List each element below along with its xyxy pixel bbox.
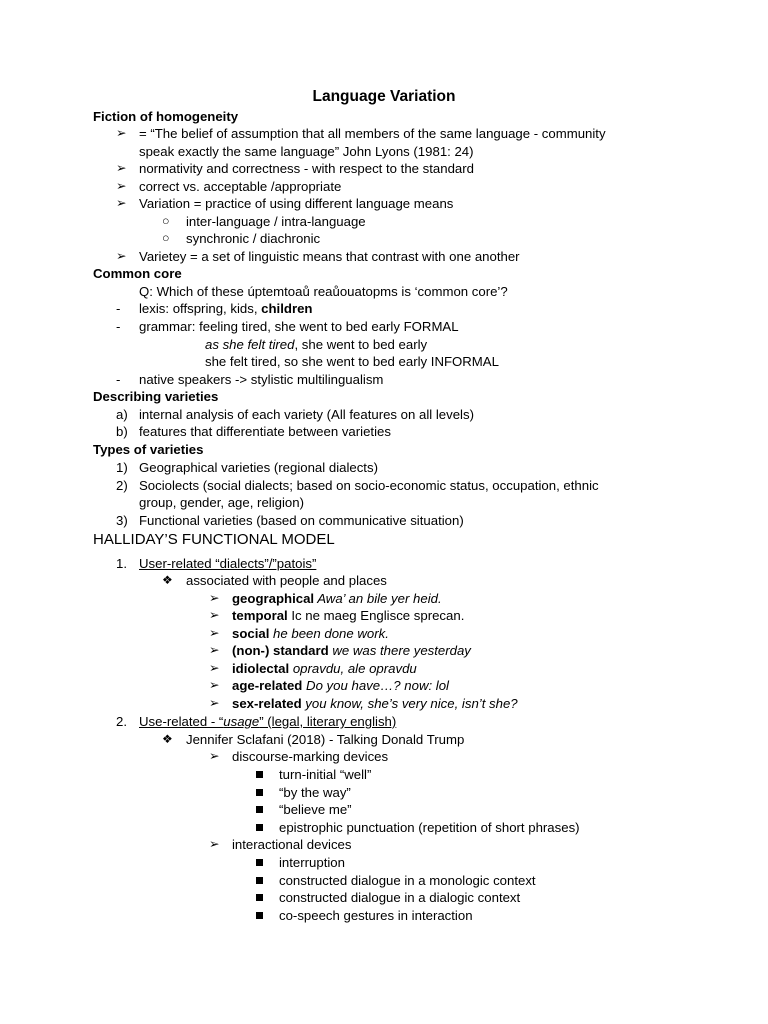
list-item-continuation: speak exactly the same language” John Lyons (1981: 24) bbox=[139, 144, 474, 159]
list-marker: 3) bbox=[116, 513, 128, 528]
device-item: epistrophic punctuation (repetition of short phrases) bbox=[279, 820, 580, 835]
list-item-use-related bbox=[139, 713, 396, 730]
device-category: discourse-marking devices bbox=[232, 749, 389, 764]
section-heading-describing: Describing varieties bbox=[93, 389, 219, 404]
dash-bullet: - bbox=[116, 319, 121, 334]
variety-item bbox=[232, 695, 518, 712]
variety-item bbox=[232, 660, 417, 677]
dash-bullet: - bbox=[116, 372, 121, 387]
use-related-suffix: ” (legal, literary english) bbox=[259, 714, 397, 729]
variety-item bbox=[232, 590, 442, 607]
variety-item bbox=[232, 607, 464, 624]
use-related-prefix: Use-related - “ bbox=[139, 714, 224, 729]
variety-label: sex-related bbox=[232, 696, 302, 711]
list-marker: 1) bbox=[116, 460, 128, 475]
arrow-bullet-icon: ➢ bbox=[209, 837, 220, 851]
list-item: internal analysis of each variety (All features on all levels) bbox=[139, 407, 474, 422]
list-item: = “The belief of assumption that all members of the same language - community bbox=[139, 126, 606, 141]
diamond-bullet-icon: ❖ bbox=[162, 732, 173, 746]
section-heading-halliday: HALLIDAY’S FUNCTIONAL MODEL bbox=[93, 531, 335, 548]
square-bullet-icon bbox=[256, 912, 263, 919]
square-bullet-icon bbox=[256, 859, 263, 866]
arrow-bullet-icon: ➢ bbox=[116, 126, 127, 140]
variety-label: (non-) standard bbox=[232, 643, 329, 658]
list-item: Sociolects (social dialects; based on socio-economic status, occupation, ethnic bbox=[139, 478, 599, 493]
list-item: native speakers -> stylistic multilingualism bbox=[139, 372, 384, 387]
device-item: “by the way” bbox=[279, 785, 351, 800]
square-bullet-icon bbox=[256, 771, 263, 778]
list-item: features that differentiate between varieties bbox=[139, 424, 391, 439]
device-item: “believe me” bbox=[279, 802, 352, 817]
sub-list-item: synchronic / diachronic bbox=[186, 231, 321, 246]
circle-bullet-icon: ○ bbox=[162, 231, 170, 245]
arrow-bullet-icon: ➢ bbox=[209, 678, 220, 692]
question-text: Q: Which of these úptemtoaů reaůouatopms is ‘common core’? bbox=[139, 284, 508, 299]
dash-bullet: - bbox=[116, 301, 121, 316]
example-line bbox=[205, 336, 427, 353]
arrow-bullet-icon: ➢ bbox=[209, 626, 220, 640]
square-bullet-icon bbox=[256, 789, 263, 796]
sub-list-item: inter-language / intra-language bbox=[186, 214, 366, 229]
arrow-bullet-icon: ➢ bbox=[209, 749, 220, 763]
variety-item bbox=[232, 625, 389, 642]
list-marker: a) bbox=[116, 407, 128, 422]
example-line: she felt tired, so she went to bed early INFORMAL bbox=[205, 354, 499, 369]
diamond-bullet-icon: ❖ bbox=[162, 573, 173, 587]
section-heading-fiction: Fiction of homogeneity bbox=[93, 109, 239, 124]
variety-example: Awa’ an bile yer heid. bbox=[314, 591, 442, 606]
list-item bbox=[139, 300, 312, 317]
arrow-bullet-icon: ➢ bbox=[209, 608, 220, 622]
use-related-italic: usage bbox=[223, 714, 260, 729]
section-heading-common-core: Common core bbox=[93, 266, 182, 281]
example-rest: , she went to bed early bbox=[294, 337, 428, 352]
square-bullet-icon bbox=[256, 806, 263, 813]
square-bullet-icon bbox=[256, 894, 263, 901]
list-item: grammar: feeling tired, she went to bed early FORMAL bbox=[139, 319, 459, 334]
sub-list-item: associated with people and places bbox=[186, 573, 387, 588]
variety-example: we was there yesterday bbox=[328, 643, 471, 658]
arrow-bullet-icon: ➢ bbox=[116, 179, 127, 193]
page-title: Language Variation bbox=[312, 88, 456, 105]
arrow-bullet-icon: ➢ bbox=[116, 161, 127, 175]
variety-label: geographical bbox=[232, 591, 315, 606]
variety-example: Ic ne maeg Englisce sprecan. bbox=[287, 608, 465, 623]
arrow-bullet-icon: ➢ bbox=[209, 591, 220, 605]
lexis-bold-text: children bbox=[261, 301, 313, 316]
list-item: Functional varieties (based on communicative situation) bbox=[139, 513, 464, 528]
sub-list-item: Jennifer Sclafani (2018) - Talking Donald Trump bbox=[186, 732, 465, 747]
variety-example: he been done work. bbox=[269, 626, 389, 641]
list-item-continuation: group, gender, age, religion) bbox=[139, 495, 304, 510]
list-item-user-related: User-related “dialects”/”patois” bbox=[139, 556, 317, 571]
device-item: co-speech gestures in interaction bbox=[279, 908, 473, 923]
variety-label: age-related bbox=[232, 678, 303, 693]
arrow-bullet-icon: ➢ bbox=[209, 643, 220, 657]
list-marker: 1. bbox=[116, 556, 127, 571]
arrow-bullet-icon: ➢ bbox=[209, 661, 220, 675]
variety-item bbox=[232, 677, 449, 694]
list-item: Varietey = a set of linguistic means that contrast with one another bbox=[139, 249, 520, 264]
example-italic: as she felt tired bbox=[205, 337, 295, 352]
device-item: constructed dialogue in a monologic context bbox=[279, 873, 536, 888]
device-item: interruption bbox=[279, 855, 345, 870]
variety-item bbox=[232, 642, 471, 659]
variety-example: Do you have…? now: lol bbox=[302, 678, 449, 693]
arrow-bullet-icon: ➢ bbox=[209, 696, 220, 710]
lexis-text: lexis: offspring, kids, bbox=[139, 301, 262, 316]
list-item: Geographical varieties (regional dialects) bbox=[139, 460, 378, 475]
arrow-bullet-icon: ➢ bbox=[116, 249, 127, 263]
variety-label: temporal bbox=[232, 608, 288, 623]
device-item: constructed dialogue in a dialogic context bbox=[279, 890, 521, 905]
list-marker: 2. bbox=[116, 714, 127, 729]
variety-label: social bbox=[232, 626, 270, 641]
arrow-bullet-icon: ➢ bbox=[116, 196, 127, 210]
list-item: correct vs. acceptable /appropriate bbox=[139, 179, 342, 194]
square-bullet-icon bbox=[256, 877, 263, 884]
list-marker: 2) bbox=[116, 478, 128, 493]
device-category: interactional devices bbox=[232, 837, 352, 852]
list-marker: b) bbox=[116, 424, 128, 439]
device-item: turn-initial “well” bbox=[279, 767, 372, 782]
square-bullet-icon bbox=[256, 824, 263, 831]
list-item: Variation = practice of using different language means bbox=[139, 196, 454, 211]
variety-label: idiolectal bbox=[232, 661, 290, 676]
variety-example: you know, she’s very nice, isn’t she? bbox=[301, 696, 518, 711]
section-heading-types: Types of varieties bbox=[93, 442, 204, 457]
list-item: normativity and correctness - with respect to the standard bbox=[139, 161, 474, 176]
variety-example: opravdu, ale opravdu bbox=[289, 661, 417, 676]
circle-bullet-icon: ○ bbox=[162, 214, 170, 228]
